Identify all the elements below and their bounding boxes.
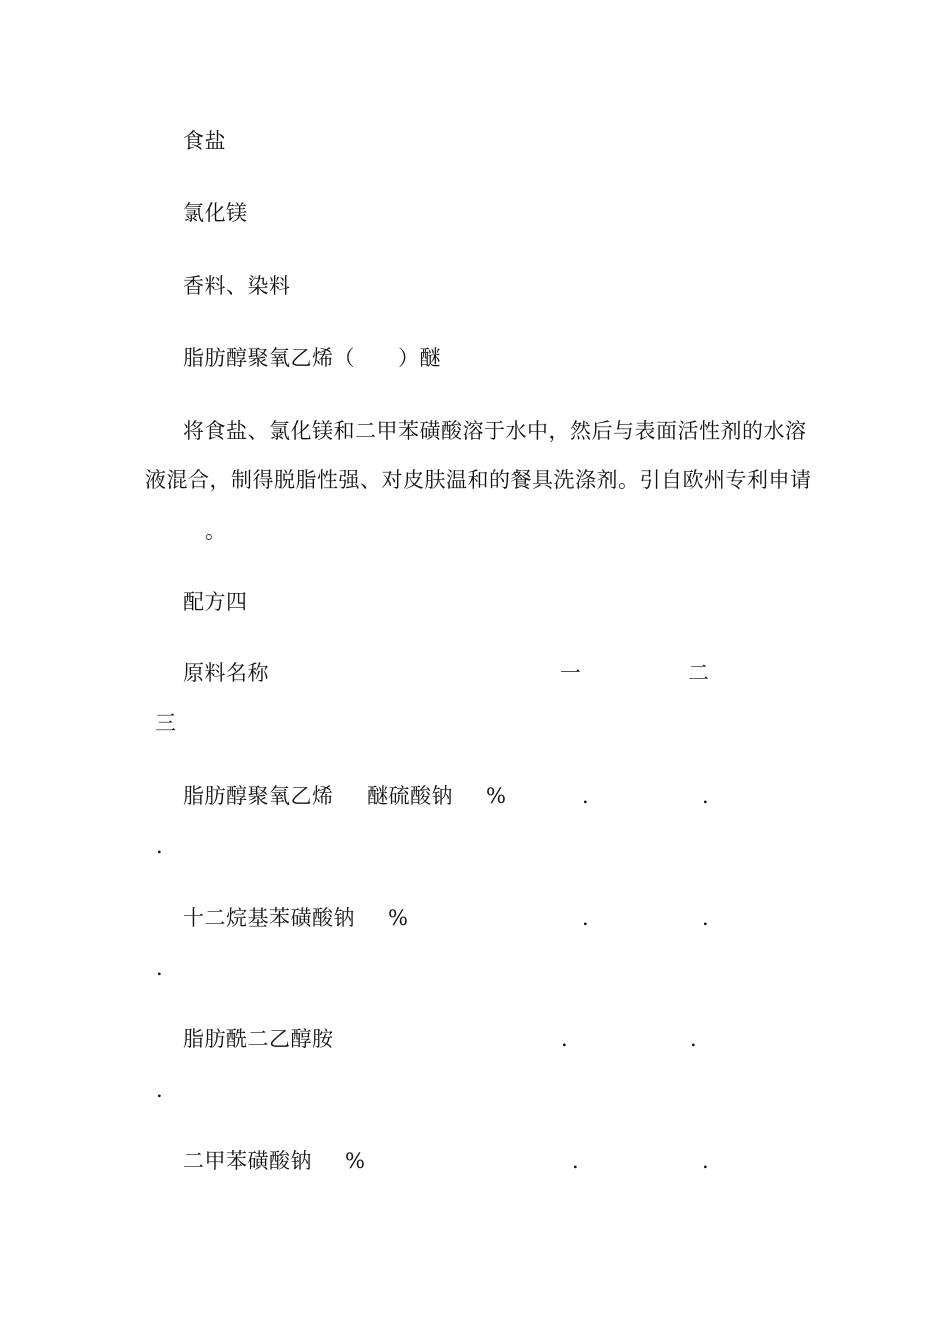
row-unit: % [388,906,409,930]
row-value-2: . [702,1149,709,1173]
row-name-part-b: 醚硫酸钠 [367,784,453,808]
ingredient-salt: 食盐 [183,129,226,153]
table-header-name: 原料名称 [183,661,269,685]
row-value-2: . [702,784,709,808]
row-value-3: . [156,956,163,980]
table-header-col3: 三 [155,711,177,735]
row-value-1: . [561,1027,568,1051]
row-value-2: . [702,906,709,930]
table-header-col1: 一 [560,661,582,685]
table-header-col2: 二 [688,661,710,685]
row-name: 十二烷基苯磺酸钠 [183,906,355,930]
row-name-part-a: 脂肪醇聚氧乙烯 [183,784,334,808]
row-value-2: . [690,1027,697,1051]
row-value-1: . [582,906,589,930]
paragraph-line-1: 将食盐、氯化镁和二甲苯磺酸溶于水中，然后与表面活性剂的水溶 [183,419,807,443]
ingredient-fragrance-dye: 香料、染料 [183,274,291,298]
ingredient-magnesium-chloride: 氯化镁 [183,201,248,225]
row-name: 二甲苯磺酸钠 [183,1149,312,1173]
row-unit: % [486,784,507,808]
ingredient-aeo: 脂肪醇聚氧乙烯（ ）醚 [183,346,441,370]
formula-title: 配方四 [183,590,248,614]
row-unit: % [345,1149,366,1173]
row-name: 脂肪酰二乙醇胺 [183,1027,334,1051]
paragraph-line-2: 液混合，制得脱脂性强、对皮肤温和的餐具洗涤剂。引自欧州专利申请 [145,468,812,492]
row-value-1: . [572,1149,579,1173]
paragraph-line-3: 。 [205,519,227,543]
row-value-1: . [582,784,589,808]
row-value-3: . [156,834,163,858]
row-value-3: . [156,1078,163,1102]
